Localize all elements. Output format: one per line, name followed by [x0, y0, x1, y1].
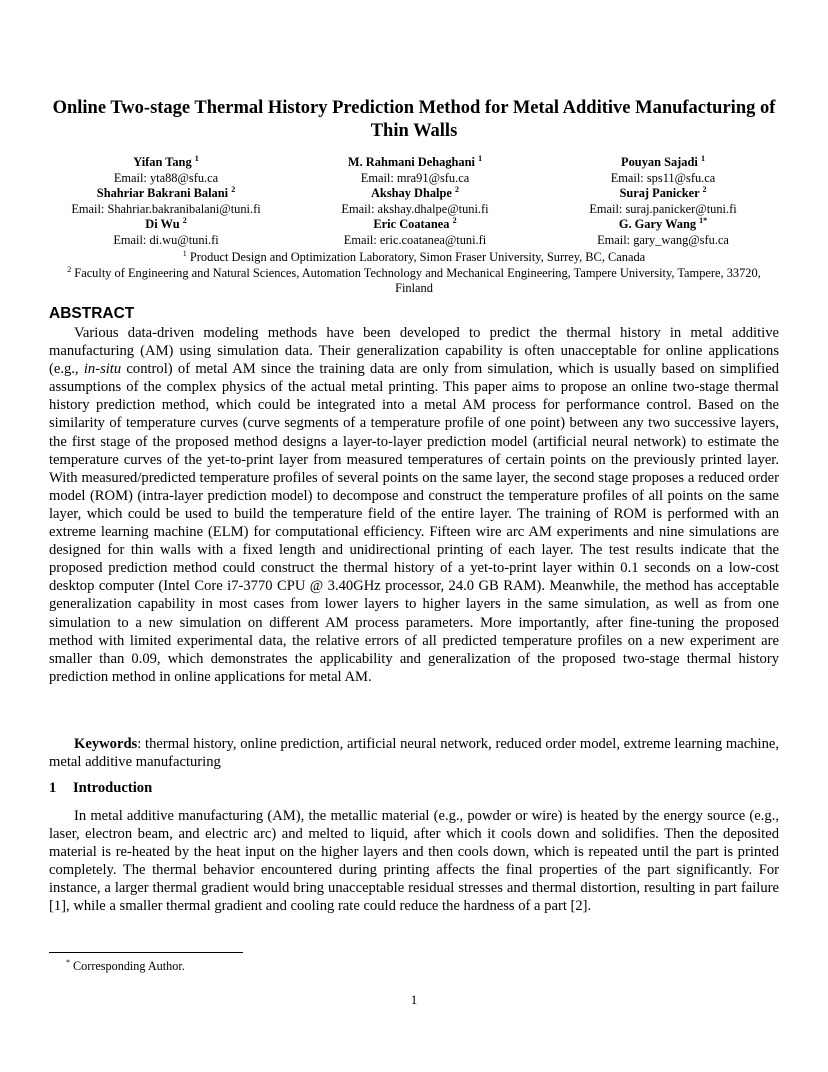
author-name-text: Akshay Dhalpe [370, 186, 452, 201]
author-name-text: M. Rahmani Dehaghani [347, 155, 475, 169]
author-column-left [48, 155, 292, 249]
author-email: Email: di.wu@tuni.fi [113, 232, 219, 247]
abstract-body [49, 324, 779, 686]
author-email: Email: suraj.panicker@tuni.fi [589, 201, 737, 216]
author-email: Email: Shahriar.bakranibalani@tuni.fi [71, 201, 261, 216]
section-title: Introduction [73, 780, 153, 796]
affiliation-mark: 2 [182, 216, 187, 226]
author-name-text: G. Gary Wang [618, 217, 697, 232]
affiliation-mark: 1 [700, 153, 705, 163]
author-email: Email: akshay.dhalpe@tuni.fi [341, 201, 489, 216]
introduction-body [49, 807, 779, 916]
introduction-paragraph: In metal additive manufacturing (AM), the metallic material (e.g., powder or wire) is heated by the energy source (e.g., laser, electron beam, and electric arc) and melted to liquid, after which it cools down and solidifies. Then the deposited material is re-heated by the heat input on the higher layers and then cools down, which is repeated until the part is printed completely. The thermal behavior encountered during printing affects the final properties of the part significantly. For instance, a larger thermal gradient would bring unacceptable residual stresses and thermal distortion, resulting in part failure [1], while a smaller thermal gradient and cooling rate could reduce the hardness of a part [2]. [49, 808, 779, 915]
abstract-heading: ABSTRACT [49, 305, 135, 322]
footnote-mark: * [66, 957, 70, 967]
author-name [546, 217, 780, 233]
author-block [48, 155, 780, 249]
keywords-list: : thermal history, online prediction, artificial neural network, reduced order model, extreme learning machine, metal additive manufacturing [49, 736, 779, 771]
page-number: 1 [410, 992, 418, 1007]
affiliation-mark: 2 [455, 185, 460, 195]
author-name [294, 217, 536, 233]
author-name [294, 155, 536, 171]
author-email: Email: yta88@sfu.ca [113, 170, 219, 185]
author-name [546, 186, 780, 202]
author-column-right [536, 155, 780, 249]
section-number: 1 [49, 780, 57, 796]
affiliations [48, 250, 780, 297]
affiliation-mark: 1 [478, 153, 483, 163]
abstract-text-2: control) of metal AM since the training data are only from simulation, which is usually based on simplified assumptions of the complex physics of the actual metal printing. This paper aims to propose an online two-stage thermal history prediction method, which could be integrated into a metal AM process for performance control. Based on the similarity of temperature curves (curve segments of a temperature profile of one point) between any two successive layers, the first stage of the proposed method designs a layer-to-layer prediction model (artificial neural network) to estimate the temperature curves of the yet-to-print layer from measured temperatures of certain points on the previously printed layer. With measured/predicted temperature profiles of several points on the same layer, the second stage proposes a reduced order model (ROM) (intra-layer prediction model) to decompose and construct the temperature profiles of all points on the same layer, which could be used to build the temperature field of the entire layer. The training of ROM is performed with an extreme learning machine (ELM) for computational efficiency. Fifteen wire arc AM experiments and nine simulations are designed for thin walls with a fixed length and unidirectional printing of each layer. The test results indicate that the proposed prediction method could construct the thermal history of a yet-to-print layer within 0.1 seconds on a low-cost desktop computer (Intel Core i7-3770 CPU @ 3.40GHz processor, 24.0 GB RAM). Meanwhile, the method has acceptable generalization capability in most cases from lower layers to higher layers in the same simulation, as well as from one simulation to a new simulation on different AM process parameters. More importantly, after fine-tuning the proposed method with limited experimental data, the relative errors of all predicted temperature profiles on a new experiment are smaller than 0.09, which demonstrates the applicability and generalization of the proposed two-stage thermal history prediction method in online applications for metal AM. [49, 361, 779, 685]
author-name-text: Suraj Panicker [619, 186, 700, 201]
author-name-text: Di Wu [145, 217, 180, 232]
footnote [66, 959, 185, 974]
affiliation-mark: 2 [452, 216, 457, 226]
author-name-text: Yifan Tang [133, 155, 192, 169]
author-name-text: Pouyan Sajadi [621, 155, 698, 169]
abstract-text-1: Various data-driven modeling methods have been developed to predict the thermal history in metal additive manufacturing (AM) using simulation data. Their generalization capability is often unacceptable for online applications (e.g., [49, 325, 779, 378]
paper-title: Online Two-stage Thermal History Prediction Method for Metal Additive Manufacturing of Thin Walls [52, 98, 776, 141]
affiliation-mark: 1 [194, 153, 199, 163]
affiliation-mark: 2 [231, 185, 236, 195]
affiliation-1 [48, 250, 780, 266]
keywords-paragraph [49, 735, 779, 771]
author-name [48, 186, 284, 202]
author-email: Email: sps11@sfu.ca [610, 170, 716, 185]
affiliation-mark: 2 [67, 264, 72, 274]
affiliation-2 [48, 266, 780, 297]
author-name [48, 155, 284, 171]
author-email: Email: eric.coatanea@tuni.fi [343, 232, 487, 247]
affiliation-mark: 2 [702, 185, 707, 195]
abstract-italic-term: in-situ [83, 361, 122, 378]
author-name [48, 217, 284, 233]
section-heading [49, 780, 152, 797]
abstract-paragraph [49, 324, 779, 686]
keywords [49, 735, 779, 771]
affiliation-text: Product Design and Optimization Laboratory, Simon Fraser University, Surrey, BC, Canada [189, 250, 646, 264]
affiliation-mark: 1 [182, 248, 187, 258]
keywords-label: Keywords [74, 736, 138, 752]
footnote-divider [49, 952, 243, 953]
footnote-text: Corresponding Author. [73, 959, 185, 973]
author-column-middle [292, 155, 536, 249]
author-name-text: Shahriar Bakrani Balani [96, 186, 229, 201]
author-email: Email: mra91@sfu.ca [360, 170, 470, 185]
author-name [294, 186, 536, 202]
author-name [546, 155, 780, 171]
affiliation-text: Faculty of Engineering and Natural Sciences, Automation Technology and Mechanical Engineering, Tampere University, Tampere, 33720, Finland [74, 265, 761, 296]
affiliation-mark: 1* [699, 216, 708, 226]
author-name-text: Eric Coatanea [373, 217, 450, 232]
author-email: Email: gary_wang@sfu.ca [597, 232, 729, 247]
